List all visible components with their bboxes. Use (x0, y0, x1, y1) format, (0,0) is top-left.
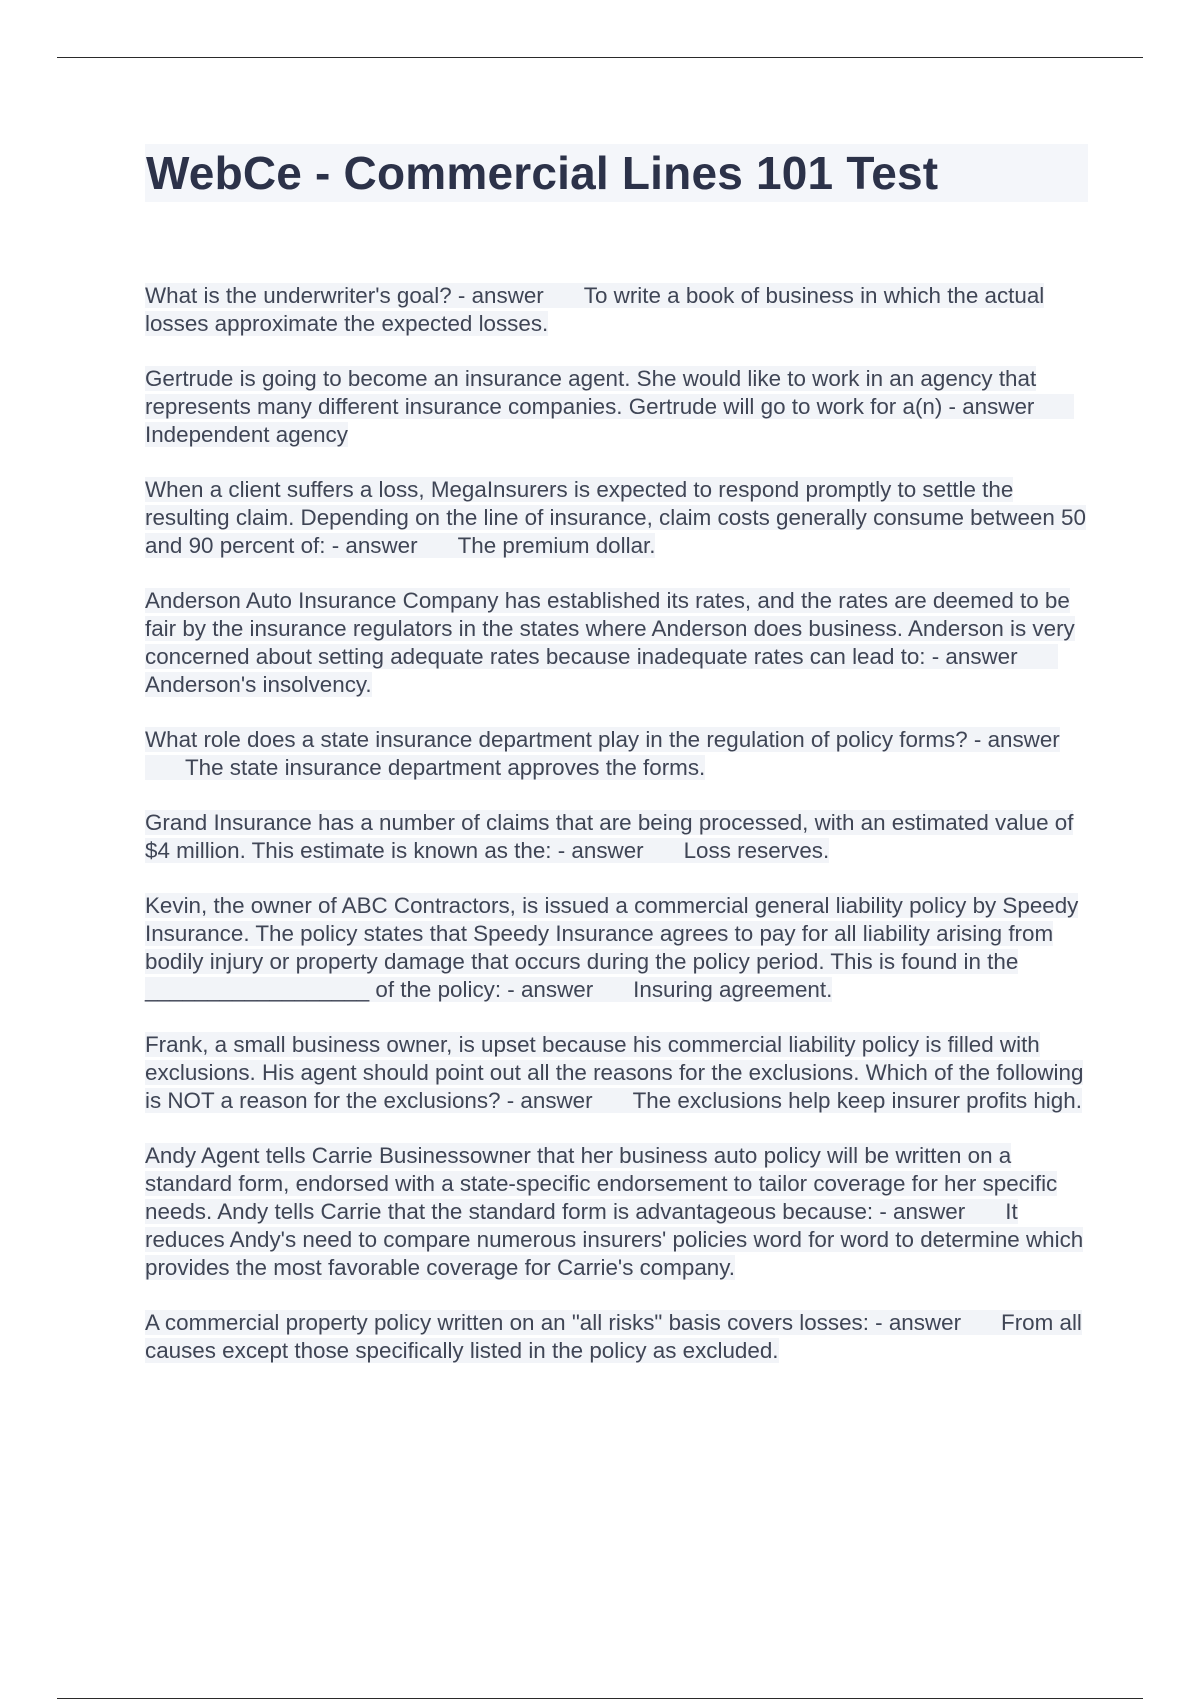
qa-question: A commercial property policy written on an "all risks" basis covers losses: - answer (145, 1310, 962, 1335)
qa-answer: Loss reserves. (683, 838, 830, 863)
qa-answer: From all causes except those specifically listed in the policy as excluded. (145, 1310, 1082, 1363)
qa-item (145, 476, 1095, 560)
qa-answer: Insuring agreement. (633, 977, 833, 1002)
qa-list (145, 282, 1095, 1392)
qa-answer: The premium dollar. (457, 533, 656, 558)
qa-item (145, 1142, 1095, 1282)
qa-question: What role does a state insurance department play in the regulation of policy forms? - answer (145, 727, 1060, 752)
qa-item (145, 587, 1095, 699)
qa-question: Anderson Auto Insurance Company has established its rates, and the rates are deemed to be fair by the insurance regulators in the states where Anderson does business. Anderson is very concerned about setting adequate rates because inadequate rates can lead to: - answer (145, 588, 1075, 669)
qa-answer: The exclusions help keep insurer profits high. (632, 1088, 1082, 1113)
page-title: WebCe - Commercial Lines 101 Test (146, 147, 939, 199)
qa-answer: Anderson's insolvency. (145, 672, 372, 697)
qa-question: When a client suffers a loss, MegaInsurers is expected to respond promptly to settle the resulting claim. Depending on the line of insurance, claim costs generally consume between 50 and 90 percent of: - answer (145, 477, 1086, 558)
qa-question: Andy Agent tells Carrie Businessowner that her business auto policy will be written on a standard form, endorsed with a state-specific endorsement to tailor coverage for her specific needs. Andy tells Carrie that the standard form is advantageous because: - answer (145, 1143, 1058, 1224)
qa-item (145, 1031, 1095, 1115)
qa-question: Kevin, the owner of ABC Contractors, is issued a commercial general liability policy by Speedy Insurance. The policy states that Speedy Insurance agrees to pay for all liability arising from bodily injury or property damage that occurs during the policy period. This is found in the __________________ of the policy: - answer (145, 893, 1079, 1002)
footer-rule (57, 1698, 1143, 1699)
header-rule (57, 57, 1143, 58)
qa-question: What is the underwriter's goal? - answer (145, 283, 544, 308)
qa-item (145, 892, 1095, 1004)
qa-answer: To write a book of business in which the actual losses approximate the expected losses. (145, 283, 1045, 336)
qa-item (145, 282, 1095, 338)
qa-item (145, 809, 1095, 865)
qa-item (145, 726, 1095, 782)
qa-answer: It reduces Andy's need to compare numerous insurers' policies word for word to determine which provides the most favorable coverage for Carrie's company. (145, 1199, 1084, 1280)
qa-question: Frank, a small business owner, is upset because his commercial liability policy is filled with exclusions. His agent should point out all the reasons for the exclusions. Which of the following is NOT a reason for the exclusions? - answer (145, 1032, 1084, 1113)
qa-answer: The state insurance department approves the forms. (185, 755, 706, 780)
qa-answer: Independent agency (145, 422, 348, 447)
qa-item (145, 1309, 1095, 1365)
qa-question: Gertrude is going to become an insurance agent. She would like to work in an agency that represents many different insurance companies. Gertrude will go to work for a(n) - answer (145, 366, 1037, 419)
qa-question: Grand Insurance has a number of claims that are being processed, with an estimated value of $4 million. This estimate is known as the: - answer (145, 810, 1074, 863)
qa-item (145, 365, 1095, 449)
